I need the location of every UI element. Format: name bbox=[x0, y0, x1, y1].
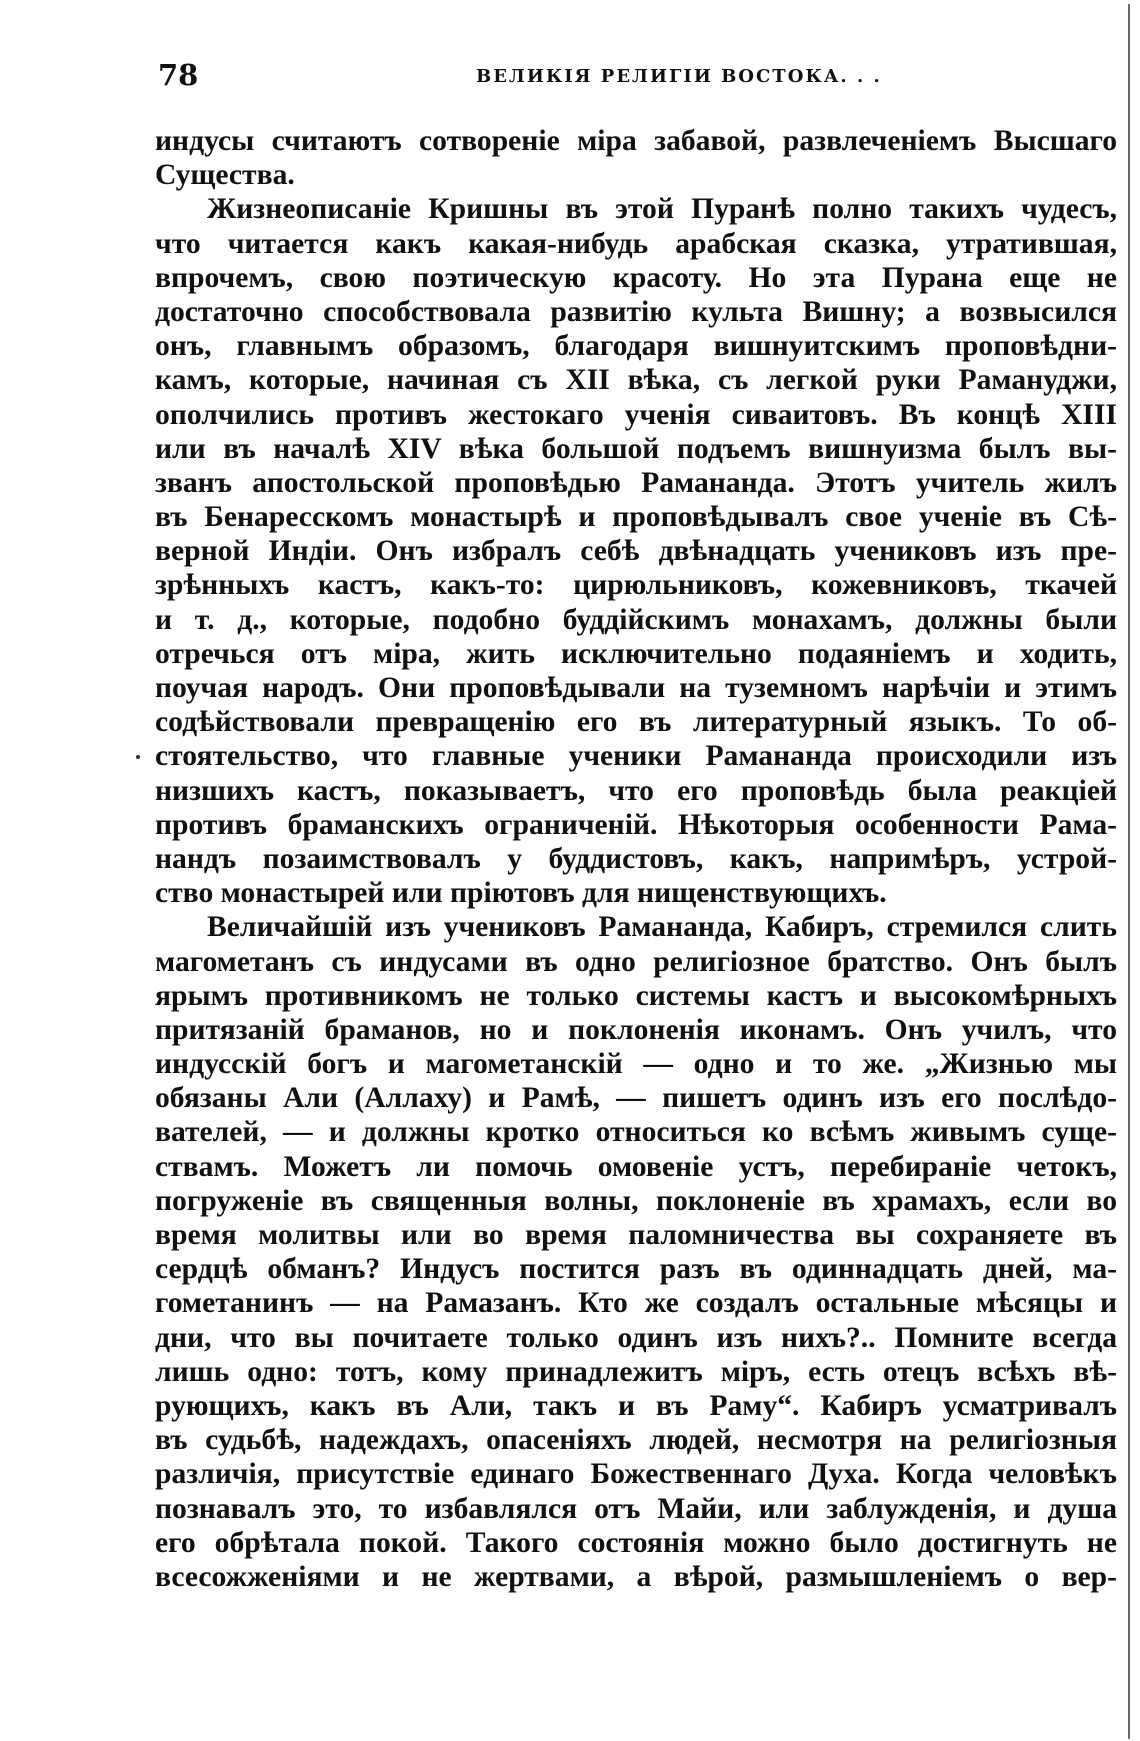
text-line: Существа. bbox=[155, 159, 295, 192]
text-line: содѣйствовали превращенію его въ литературный языкъ. То об- bbox=[155, 706, 1117, 739]
text-line: онъ, главнымъ образомъ, благодаря вишнуитскимъ проповѣдни- bbox=[155, 330, 1117, 363]
text-line: сердцѣ обманъ? Индусъ постится разъ въ одиннадцать дней, ма- bbox=[155, 1253, 1117, 1286]
text-line: ство монастырей или пріютовъ для нищенствующихъ. bbox=[155, 877, 887, 910]
text-line: стоятельство, что главные ученики Рамананда происходили изъ bbox=[155, 740, 1117, 773]
text-line: званъ апостольской проповѣдью Рамананда. Этотъ учитель жилъ bbox=[155, 466, 1117, 499]
text-line: лишь одно: тотъ, кому принадлежитъ міръ, есть отецъ всѣхъ вѣ- bbox=[155, 1355, 1117, 1388]
text-line: индусскій богъ и магометанскій — одно и то же. „Жизнью мы bbox=[155, 1048, 1117, 1081]
page-header bbox=[158, 58, 1108, 98]
page-edge-divider bbox=[1128, 4, 1130, 1739]
text-line: Жизнеописаніе Кришны въ этой Пуранѣ полно такихъ чудесъ, bbox=[207, 193, 1117, 226]
text-line: дни, что вы почитаете только одинъ изъ нихъ?.. Помните всегда bbox=[155, 1321, 1117, 1354]
text-line: впрочемъ, свою поэтическую красоту. Но эта Пурана еще не bbox=[155, 261, 1117, 294]
text-line: зрѣнныхъ кастъ, какъ-то: цирюльниковъ, кожевниковъ, ткачей bbox=[155, 569, 1117, 602]
body-text bbox=[155, 124, 1117, 1594]
text-line: отречься отъ міра, жить исключительно подаяніемъ и ходить, bbox=[155, 637, 1117, 670]
text-line: камъ, которые, начиная съ XII вѣка, съ легкой руки Рамануджи, bbox=[155, 364, 1117, 397]
text-line: обязаны Али (Аллаху) и Рамѣ, — пишетъ одинъ изъ его послѣдо- bbox=[155, 1082, 1117, 1115]
text-line: его обрѣтала покой. Такого состоянія можно было достигнуть не bbox=[155, 1526, 1117, 1559]
text-line: время молитвы или во время паломничества вы сохраняете въ bbox=[155, 1219, 1117, 1251]
margin-mark bbox=[136, 755, 140, 759]
text-line: что читается какъ какая-нибудь арабская сказка, утратившая, bbox=[155, 227, 1117, 260]
text-line: противъ браманскихъ ограниченій. Нѣкоторыя особенности Рама- bbox=[155, 808, 1117, 841]
text-line: ствамъ. Можетъ ли помочь омовеніе устъ, перебираніе четокъ, bbox=[155, 1150, 1117, 1183]
text-line: поучая народъ. Они проповѣдывали на туземномъ нарѣчіи и этимъ bbox=[155, 672, 1117, 704]
text-line: различія, присутствіе единаго Божественнаго Духа. Когда человѣкъ bbox=[155, 1458, 1117, 1491]
text-line: познавалъ это, то избавлялся отъ Майи, или заблужденія, и душа bbox=[155, 1492, 1117, 1525]
text-line: вателей, — и должны кротко относиться ко всѣмъ живымъ суще- bbox=[155, 1116, 1117, 1149]
text-line: нандъ позаимствовалъ у буддистовъ, какъ, напримѣръ, устрой- bbox=[155, 842, 1117, 875]
text-line: низшихъ кастъ, показываетъ, что его проповѣдь была реакціей bbox=[155, 774, 1117, 807]
text-line: гометанинъ — на Рамазанъ. Кто же создалъ остальные мѣсяцы и bbox=[155, 1287, 1117, 1320]
text-line: и т. д., которые, подобно буддійскимъ монахамъ, должны были bbox=[155, 603, 1117, 636]
text-line: въ Бенаресскомъ монастырѣ и проповѣдывалъ свое ученіе въ Сѣ- bbox=[155, 501, 1117, 534]
text-line: въ судьбѣ, надеждахъ, опасеніяхъ людей, несмотря на религіозныя bbox=[155, 1424, 1117, 1457]
text-line: магометанъ съ индусами въ одно религіозное братство. Онъ былъ bbox=[155, 945, 1117, 978]
text-line: ополчились противъ жестокаго ученія сиваитовъ. Въ концѣ XIII bbox=[155, 398, 1117, 431]
text-line: индусы считаютъ сотвореніе міра забавой, развлеченіемъ Высшаго bbox=[155, 125, 1117, 157]
text-line: достаточно способствовала развитію культа Вишну; а возвысился bbox=[155, 295, 1117, 328]
text-line: ярымъ противникомъ не только системы кастъ и высокомѣрныхъ bbox=[155, 979, 1117, 1012]
page-number: 78 bbox=[158, 58, 199, 92]
text-line: притязаній браманов, но и поклоненія иконамъ. Онъ училъ, что bbox=[155, 1013, 1117, 1046]
running-title: ВЕЛИКІЯ РЕЛИГІИ ВОСТОКА. . . bbox=[476, 66, 882, 87]
text-line: Величайшій изъ учениковъ Рамананда, Кабиръ, стремился слить bbox=[207, 911, 1117, 944]
text-line: или въ началѣ XIV вѣка большой подъемъ вишнуизма былъ вы- bbox=[155, 432, 1117, 465]
text-line: всесожженіями и не жертвами, а вѣрой, размышленіемъ о вер- bbox=[155, 1560, 1117, 1593]
text-line: погруженіе въ священныя волны, поклоненіе въ храмахъ, если во bbox=[155, 1184, 1117, 1217]
text-line: рующихъ, какъ въ Али, такъ и въ Раму“. Кабиръ усматривалъ bbox=[155, 1389, 1117, 1422]
text-line: верной Индіи. Онъ избралъ себѣ двѣнадцать учениковъ изъ пре- bbox=[155, 535, 1117, 568]
